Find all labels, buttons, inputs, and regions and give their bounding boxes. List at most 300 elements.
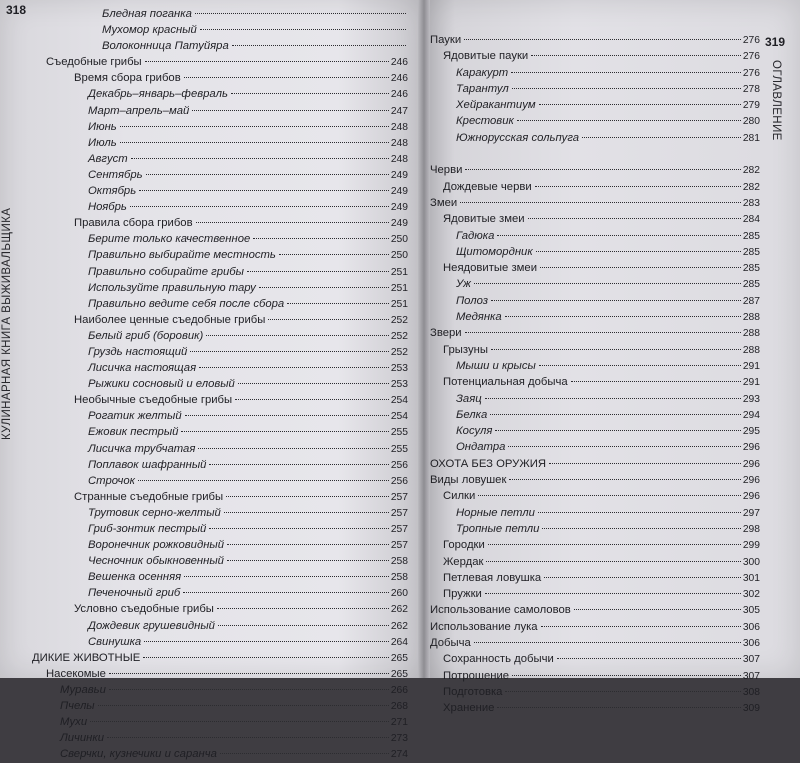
toc-entry-page: 296 [742,442,760,454]
toc-entry-page: 274 [390,749,408,761]
toc-entry-page: 249 [390,186,408,198]
toc-entry-page: 284 [742,214,760,226]
toc-leader-dots [144,640,389,642]
toc-entry-page: 307 [742,670,760,682]
toc-entry [430,456,760,472]
toc-entry-title: Ядовитые пауки [443,50,529,63]
toc-entry-title: Необычные съедобные грибы [74,394,233,407]
toc-entry [32,312,408,328]
toc-entry-page: 288 [742,344,760,356]
toc-entry-title: Ондатра [456,441,506,454]
toc-entry-title: Гадюка [456,229,495,242]
toc-entry-page: 255 [390,443,408,455]
toc-entry-page: 265 [390,668,408,680]
toc-entry-title: Декабрь–январь–февраль [88,88,228,101]
toc-entry-page: 276 [742,51,760,63]
toc-entry-title: Тропные петли [456,522,540,535]
toc-entry-page: 252 [390,346,408,358]
toc-leader-dots [509,478,740,480]
toc-leader-dots [199,366,389,368]
toc-entry [430,293,760,309]
toc-entry [32,70,408,86]
toc-leader-dots [491,299,741,301]
toc-entry [32,376,408,392]
toc-entry-title: Гриб-зонтик пестрый [88,523,207,535]
toc-entry [32,698,408,714]
toc-leader-dots [231,92,389,94]
toc-entry-title: Полоз [456,294,488,307]
toc-entry-page: 255 [390,427,408,439]
toc-leader-dots [120,141,389,143]
toc-leader-dots [485,397,741,399]
toc-entry-title: Жердак [443,555,484,568]
toc-entry [32,601,408,617]
toc-leader-dots [478,494,740,496]
toc-leader-dots [98,704,389,706]
toc-leader-dots [557,657,741,659]
toc-entry-page: 257 [390,507,408,519]
toc-entry-page: 296 [742,475,760,487]
toc-entry [430,391,760,407]
toc-leader-dots [192,109,389,111]
toc-entry [32,135,408,151]
toc-leader-dots [474,282,741,284]
toc-leader-dots [541,625,741,627]
toc-entry [430,81,760,97]
left-toc-list [32,6,408,762]
toc-leader-dots [220,752,389,754]
toc-entry-title: Странные съедобные грибы [74,490,224,503]
toc-leader-dots [511,71,741,73]
toc-entry-title: Наиболее ценные съедобные грибы [74,313,266,326]
toc-entry [430,505,760,521]
toc-entry-title: Муравьи [60,683,106,696]
toc-entry [430,65,760,81]
toc-leader-dots [196,221,389,223]
toc-entry [430,521,760,537]
toc-entry-page: 246 [390,57,408,69]
toc-entry-title: Время сбора грибов [74,72,181,85]
toc-entry [32,457,408,473]
toc-leader-dots [120,125,389,127]
toc-entry-page: 265 [390,652,408,664]
toc-entry-title: Дождевик грушевидный [88,619,215,632]
toc-entry-title: Сохранность добычи [443,653,554,666]
toc-leader-dots [465,168,740,170]
toc-leader-dots [184,76,389,78]
left-running-head: КУЛИНАРНАЯ КНИГА ВЫЖИВАЛЬЩИКА [1,207,13,440]
toc-leader-dots [582,136,741,138]
toc-entry [430,586,760,602]
toc-leader-dots [486,560,740,562]
toc-entry-page: 278 [742,83,760,95]
toc-entry-title: Каракурт [456,66,509,79]
toc-entry-title: Потенциальная добыча [443,376,568,389]
toc-entry-title: Использование лука [430,620,538,633]
toc-leader-dots [218,624,389,626]
toc-entry-title: Силки [443,490,476,503]
toc-entry [32,569,408,585]
toc-entry [32,86,408,102]
toc-leader-dots [512,87,741,89]
toc-leader-dots [145,60,389,62]
toc-leader-dots [259,286,389,288]
toc-entry [430,374,760,390]
toc-entry [430,423,760,439]
toc-entry [430,325,760,341]
toc-entry-title: Белый гриб (боровик) [88,329,204,342]
toc-entry-page: 251 [390,298,408,310]
toc-leader-dots [107,736,389,738]
toc-leader-dots [540,266,741,268]
toc-leader-dots [497,234,740,236]
toc-leader-dots [130,205,389,207]
toc-leader-dots [542,527,740,529]
toc-entry [430,130,760,146]
toc-entry-page: 296 [742,491,760,503]
toc-entry-page: 276 [742,67,760,79]
toc-entry-page: 249 [390,202,408,214]
toc-leader-dots [190,350,388,352]
toc-leader-dots [528,217,741,219]
toc-entry-title: Медянка [456,311,502,324]
toc-entry-page: 282 [742,181,760,193]
toc-entry [32,408,408,424]
toc-leader-dots [238,382,389,384]
toc-entry-title: Июль [88,136,117,149]
toc-leader-dots [549,462,741,464]
toc-entry [430,635,760,651]
toc-entry [32,714,408,730]
toc-entry-title: Дождевые черви [443,180,532,193]
toc-entry-page: 251 [390,266,408,278]
toc-entry-page: 295 [742,426,760,438]
toc-entry-page: 257 [390,540,408,552]
toc-entry-page: 246 [390,89,408,101]
toc-entry-page: 299 [742,540,760,552]
toc-entry-page: 306 [742,621,760,633]
toc-leader-dots [183,591,389,593]
toc-entry-title: Пружки [443,588,482,601]
toc-entry [32,730,408,746]
toc-entry [430,554,760,570]
toc-entry-title: Правильно ведите себя после сбора [88,297,285,310]
toc-entry-page: 256 [390,475,408,487]
toc-entry [32,650,408,666]
toc-entry-title: Белка [456,408,488,421]
toc-entry-page: 254 [390,395,408,407]
toc-entry [430,48,760,64]
toc-entry-title: Сентябрь [88,168,143,181]
toc-entry [32,634,408,650]
toc-entry [430,537,760,553]
toc-entry-page: 250 [390,234,408,246]
toc-leader-dots [185,414,389,416]
toc-leader-dots [531,54,741,56]
toc-entry [32,618,408,634]
toc-entry-page: 308 [742,686,760,698]
toc-entry-page: 257 [390,524,408,535]
toc-entry [430,488,760,504]
toc-leader-dots [505,690,740,692]
toc-entry [430,162,760,178]
toc-entry-page: 253 [390,379,408,391]
toc-entry [32,537,408,553]
toc-entry-title: Грызуны [443,343,488,356]
toc-entry-page: 264 [390,636,408,648]
toc-entry-page: 254 [390,411,408,423]
toc-entry-page: 288 [742,328,760,340]
toc-entry-title: Вешенка осенняя [88,571,182,584]
toc-entry-title: Рогатик желтый [88,410,182,423]
toc-entry-page: 248 [390,153,408,165]
toc-entry [32,489,408,505]
toc-entry-page: 281 [742,132,760,144]
toc-entry [32,183,408,199]
toc-entry-title: Правильно собирайте грибы [88,265,244,278]
toc-entry-title: Свинушка [88,635,142,648]
toc-entry-page: 293 [742,393,760,405]
right-toc-list [430,32,760,716]
toc-entry-title: Потрошение [443,669,510,682]
toc-entry [430,113,760,129]
toc-entry-title: Поплавок шафранный [88,458,207,471]
toc-leader-dots [232,44,406,46]
toc-entry-page: 258 [390,572,408,584]
toc-entry-page: 266 [390,684,408,696]
toc-entry [430,602,760,618]
toc-entry-title: Насекомые [46,667,106,680]
toc-entry [430,472,760,488]
toc-entry-title: Используйте правильную тару [88,281,256,294]
toc-leader-dots [574,608,741,610]
toc-entry [32,553,408,569]
toc-entry [32,215,408,231]
toc-entry [32,473,408,489]
toc-leader-dots [538,511,741,513]
toc-entry-title: Норные петли [456,506,535,519]
toc-entry-page: 257 [390,491,408,503]
toc-leader-dots [505,315,741,317]
toc-leader-dots [184,575,389,577]
toc-entry-page: 302 [742,589,760,601]
toc-entry-title: Хейракантиум [456,99,536,112]
left-page-number: 318 [6,3,27,17]
toc-entry [32,119,408,135]
toc-entry-title: Пауки [430,34,462,46]
toc-entry-page: 296 [742,458,760,470]
toc-entry-page: 291 [742,360,760,372]
toc-entry-page: 258 [390,556,408,568]
toc-leader-dots [227,543,389,545]
toc-entry-page: 279 [742,100,760,112]
toc-leader-dots [491,348,741,350]
toc-entry-title: Личинки [60,732,104,745]
toc-entry-page: 294 [742,409,760,421]
toc-entry-page: 285 [742,279,760,291]
toc-entry-page: 285 [742,230,760,242]
toc-entry [32,280,408,296]
toc-entry-title: Мухи [60,716,88,729]
toc-leader-dots [490,413,741,415]
toc-entry-title: Октябрь [88,185,137,198]
right-running-head: ОГЛАВЛЕНИЕ [770,60,782,141]
toc-entry-page: 288 [742,312,760,324]
toc-entry [430,619,760,635]
toc-leader-dots [143,656,389,658]
toc-entry [430,407,760,423]
toc-entry-page: 301 [742,572,760,584]
toc-entry-title: Подготовка [443,685,503,698]
toc-leader-dots [571,380,741,382]
toc-entry [430,439,760,455]
toc-entry-title: Щитомордник [456,245,533,258]
toc-entry-title: Петлевая ловушка [443,571,542,584]
toc-entry-page: 248 [390,137,408,149]
toc-leader-dots [227,559,389,561]
toc-entry-page: 256 [390,459,408,471]
toc-leader-dots [460,201,741,203]
toc-entry-title: Южнорусская сольпуга [456,131,580,144]
toc-leader-dots [138,479,389,481]
toc-entry-title: Сверчки, кузнечики и саранча [60,748,217,761]
toc-entry-page: 268 [390,701,408,713]
toc-leader-dots [217,607,389,609]
toc-entry-title: Звери [430,327,462,340]
toc-entry-page: 276 [742,35,760,46]
toc-leader-dots [535,185,741,187]
toc-entry-title: Использование самоловов [430,604,571,617]
toc-entry-title: Хранение [443,702,495,715]
toc-entry-title: Условно съедобные грибы [74,603,214,616]
toc-entry-page: 285 [742,246,760,258]
toc-entry-title: Тарантул [456,82,509,95]
toc-leader-dots [485,592,741,594]
toc-entry-title: Ноябрь [88,201,127,214]
toc-entry [32,151,408,167]
toc-leader-dots [253,237,389,239]
toc-entry-title: Ядовитые змеи [443,213,525,226]
toc-entry-title: Чесночник обыкновенный [88,555,224,568]
toc-entry [32,54,408,70]
toc-entry-page: 307 [742,654,760,666]
toc-entry-title: Добыча [430,636,471,649]
toc-entry-title: ОХОТА БЕЗ ОРУЖИЯ [430,457,547,470]
toc-entry-page: 282 [742,165,760,177]
toc-entry [32,231,408,247]
toc-leader-dots [235,398,389,400]
toc-entry [32,103,408,119]
toc-entry-page: 262 [390,604,408,616]
toc-entry-title: Городки [443,539,485,552]
toc-entry-title: Мыши и крысы [456,359,536,372]
toc-entry-page: 291 [742,377,760,389]
toc-entry-title: Заяц [456,392,482,405]
toc-entry [430,358,760,374]
toc-entry-title: Правильно выбирайте местность [88,249,276,262]
toc-entry-title: Воронечник рожковидный [88,539,225,552]
toc-entry [430,700,760,716]
toc-entry-page: 247 [390,105,408,117]
toc-leader-dots [517,119,741,121]
toc-leader-dots [224,511,389,513]
toc-entry [430,244,760,260]
toc-entry-title: Косуля [456,425,493,438]
toc-entry [32,22,408,38]
toc-entry-page: 298 [742,523,760,535]
toc-entry-title: Лисичка настоящая [88,362,197,375]
toc-entry-title: Печеночный гриб [88,587,181,600]
toc-leader-dots [139,189,389,191]
toc-leader-dots [512,674,741,676]
toc-entry-page: 262 [390,620,408,632]
toc-leader-dots [209,527,389,529]
toc-leader-dots [488,543,741,545]
toc-entry-title: Строчок [88,474,135,487]
toc-entry [430,684,760,700]
toc-entry [32,360,408,376]
toc-entry-title: Правила сбора грибов [74,217,193,230]
toc-entry [32,296,408,312]
toc-leader-dots [536,250,741,252]
right-page-number: 319 [765,35,786,49]
toc-leader-dots [474,641,741,643]
toc-entry-page: 306 [742,637,760,649]
toc-entry-page: 252 [390,314,408,326]
toc-entry-title: Берите только качественное [88,233,251,246]
toc-entry [430,195,760,211]
toc-entry-title: Виды ловушек [430,474,507,487]
toc-entry-page: 248 [390,121,408,133]
toc-entry-title: Неядовитые змеи [443,262,537,275]
toc-leader-dots [247,270,389,272]
toc-entry [32,424,408,440]
toc-entry [430,342,760,358]
toc-leader-dots [198,447,388,449]
toc-entry-title: ДИКИЕ ЖИВОТНЫЕ [32,651,141,664]
toc-entry-page: 251 [390,282,408,294]
toc-entry-page: 283 [742,197,760,209]
toc-entry-page: 252 [390,330,408,342]
toc-entry [32,682,408,698]
toc-leader-dots [206,334,389,336]
toc-entry [430,276,760,292]
toc-entry [430,668,760,684]
toc-entry-title: Пчелы [60,700,95,713]
toc-leader-dots [495,429,740,431]
toc-entry-page: 250 [390,250,408,262]
toc-leader-dots [539,364,741,366]
toc-leader-dots [539,103,741,105]
toc-entry-page: 271 [390,717,408,729]
toc-leader-dots [146,173,389,175]
toc-entry [32,441,408,457]
toc-leader-dots [268,318,388,320]
toc-leader-dots [279,253,389,255]
toc-entry-title: Август [88,152,128,165]
toc-leader-dots [497,706,740,708]
toc-leader-dots [200,28,406,30]
toc-entry [32,38,408,54]
toc-entry [32,521,408,537]
toc-entry [32,167,408,183]
toc-entry-page: 253 [390,363,408,375]
toc-leader-dots [90,720,389,722]
toc-entry [32,199,408,215]
toc-entry-title: Лисичка трубчатая [88,442,196,455]
toc-entry [32,344,408,360]
toc-entry [32,264,408,280]
